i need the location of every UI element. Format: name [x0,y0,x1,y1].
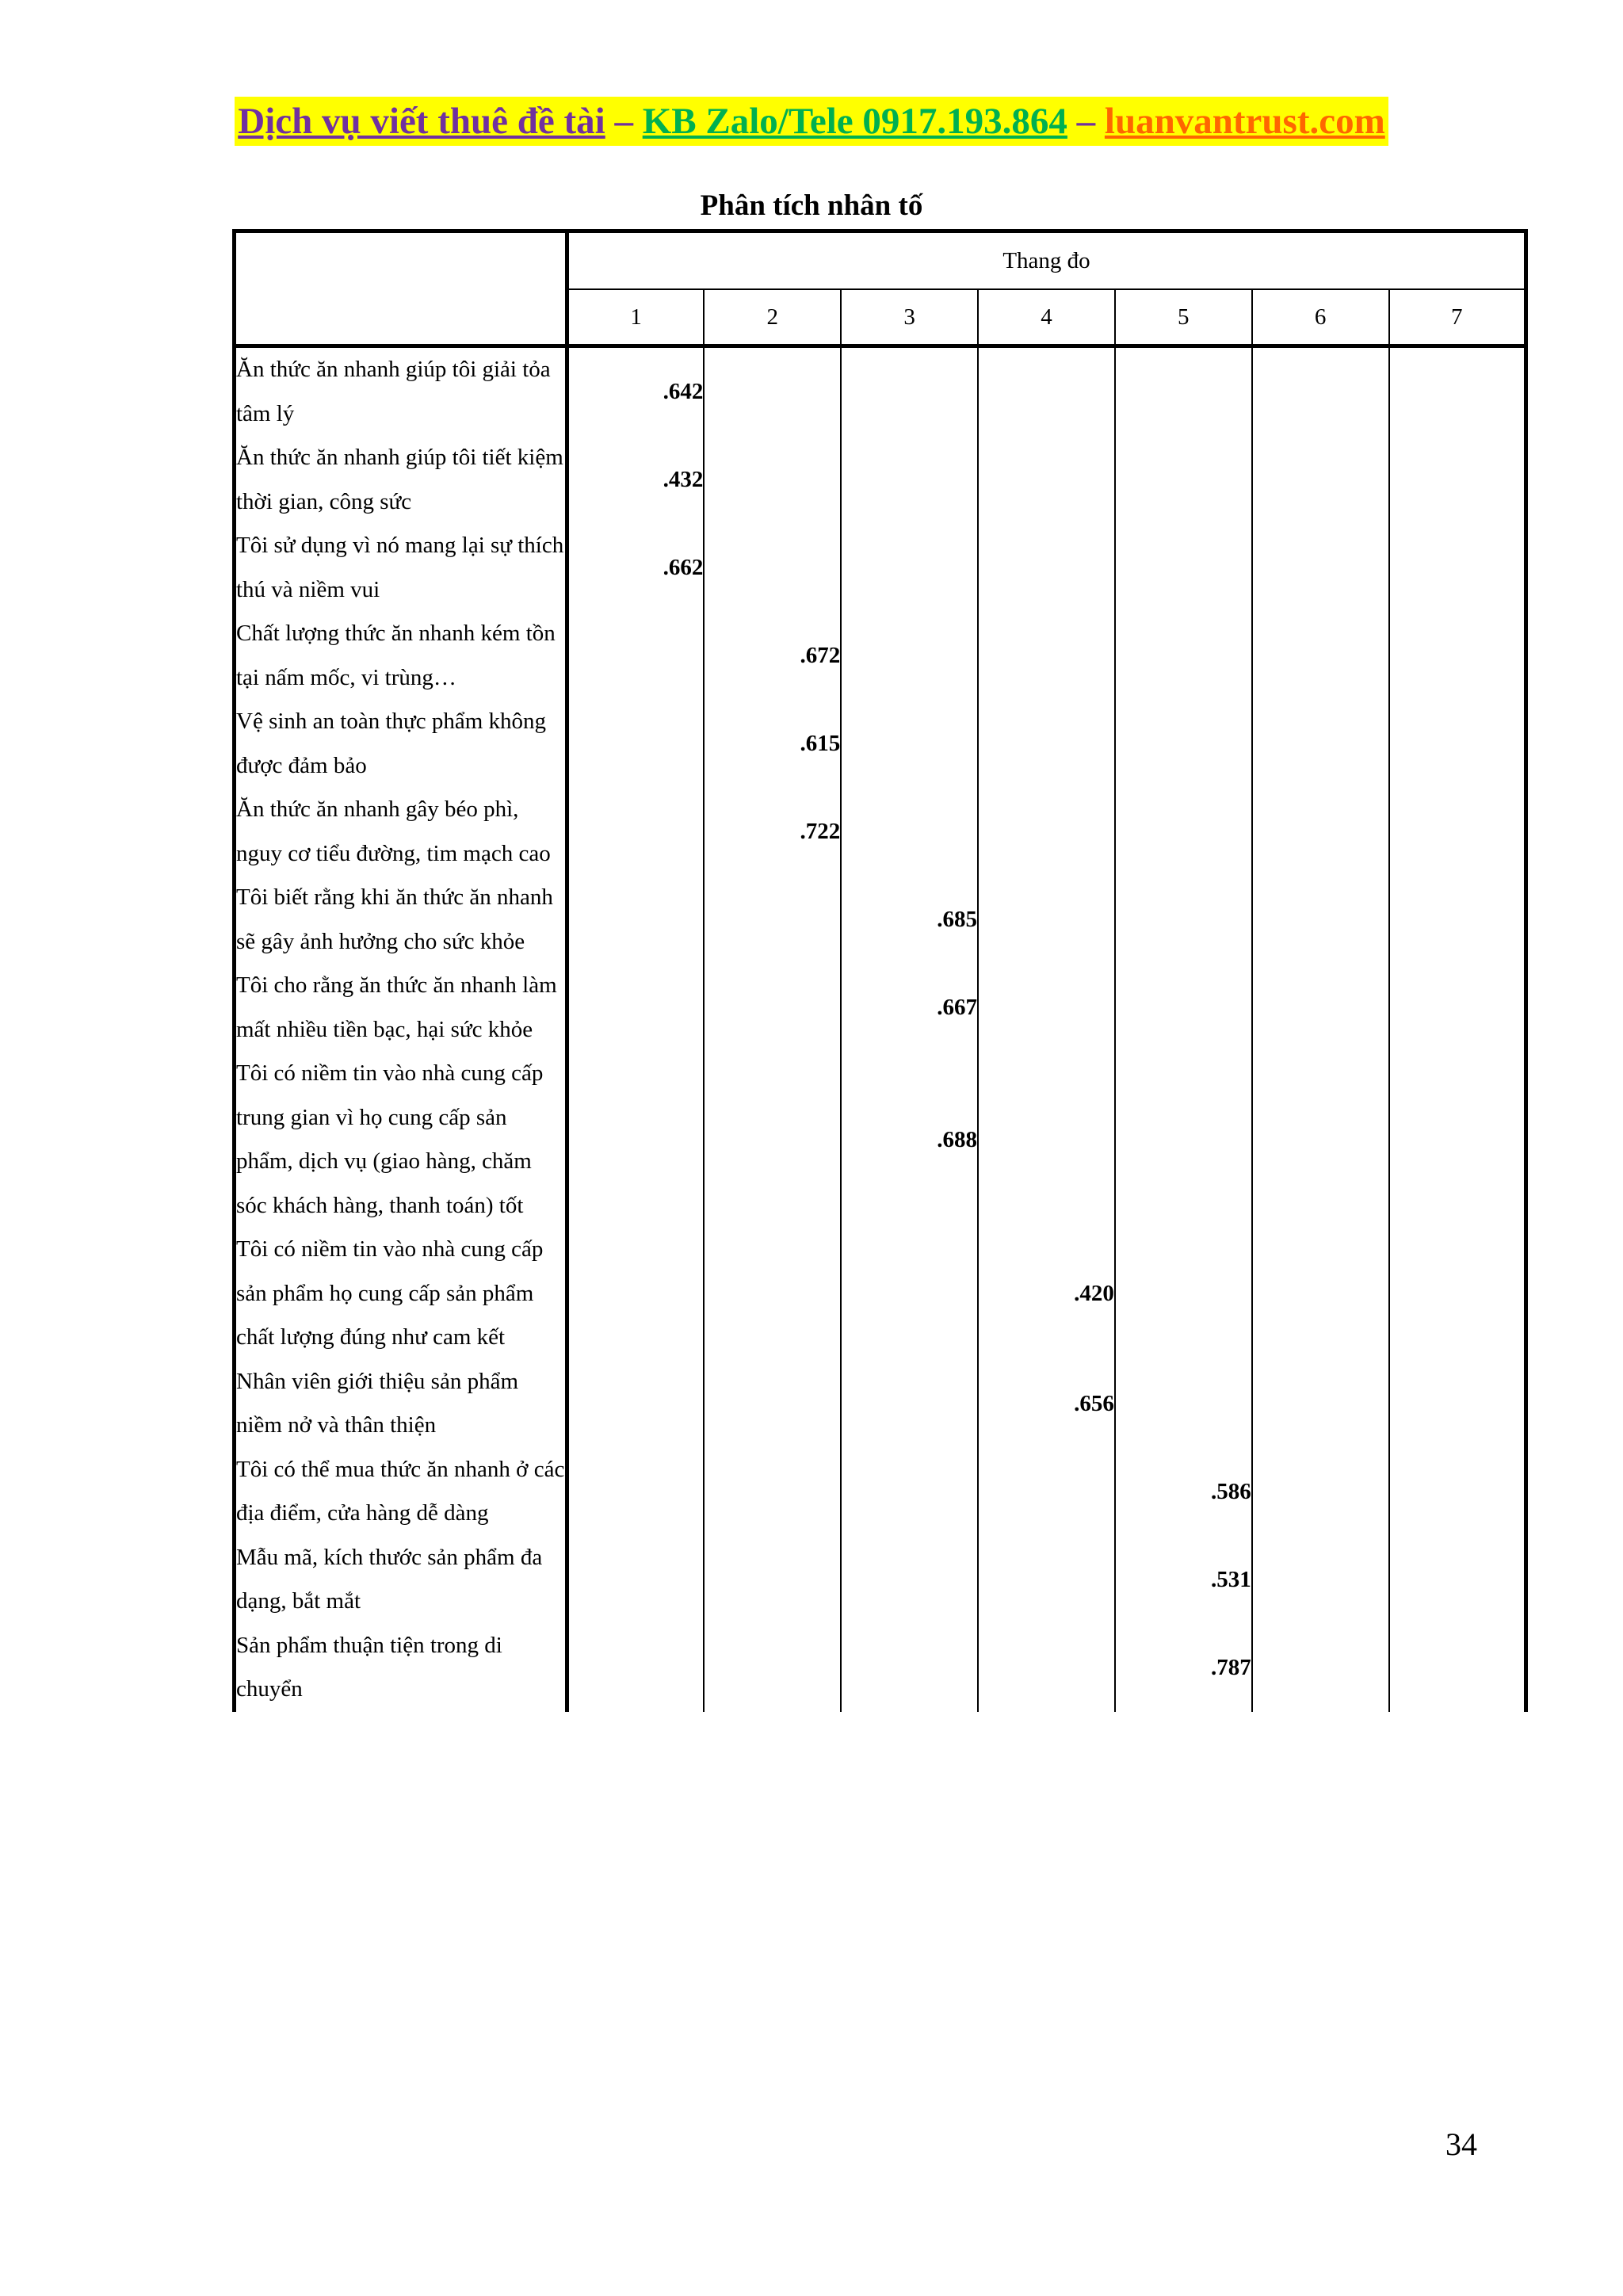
table-body [235,346,1526,1712]
empty-cell [704,1624,841,1712]
empty-cell [1389,1448,1526,1536]
empty-cell [841,1536,978,1624]
header-banner [0,97,1623,146]
empty-cell [841,788,978,876]
empty-cell [1252,964,1389,1052]
empty-cell [1115,1360,1252,1448]
table-row [235,1624,1526,1712]
loading-value: .432 [567,436,705,524]
empty-cell [1389,346,1526,437]
empty-cell [1115,1228,1252,1360]
group-header-row [235,231,1526,290]
empty-cell [1115,612,1252,700]
empty-cell [841,436,978,524]
empty-cell [1252,1536,1389,1624]
table-row [235,788,1526,876]
empty-cell [704,1360,841,1448]
empty-cell [567,964,705,1052]
empty-cell [567,1360,705,1448]
item-label: Ăn thức ăn nhanh giúp tôi giải tỏa tâm lý [235,346,567,437]
empty-cell [567,1448,705,1536]
column-number-4: 4 [978,289,1115,346]
empty-cell [1115,700,1252,788]
empty-cell [1115,346,1252,437]
empty-cell [1252,524,1389,612]
column-number-2: 2 [704,289,841,346]
empty-cell [978,436,1115,524]
empty-cell [978,788,1115,876]
empty-cell [567,1624,705,1712]
empty-cell [841,1228,978,1360]
item-label: Sản phẩm thuận tiện trong di chuyển [235,1624,567,1712]
empty-cell [1389,964,1526,1052]
table-row [235,700,1526,788]
item-label: Tôi sử dụng vì nó mang lại sự thích thú và niềm vui [235,524,567,612]
table-row [235,1448,1526,1536]
empty-cell [1389,1228,1526,1360]
loading-value: .685 [841,876,978,964]
empty-cell [1252,1448,1389,1536]
empty-cell [704,436,841,524]
table-row [235,436,1526,524]
item-label: Tôi cho rằng ăn thức ăn nhanh làm mất nhiều tiền bạc, hại sức khỏe [235,964,567,1052]
table-row [235,1536,1526,1624]
page-number: 34 [1445,2126,1477,2162]
banner-contact-link[interactable]: KB Zalo/Tele 0917.193.864 [642,101,1067,142]
table-row [235,1360,1526,1448]
table-row [235,1228,1526,1360]
empty-cell [1252,436,1389,524]
empty-cell [1252,612,1389,700]
empty-cell [704,1448,841,1536]
loading-value: .586 [1115,1448,1252,1536]
empty-cell [704,1052,841,1228]
empty-cell [1252,1052,1389,1228]
column-number-3: 3 [841,289,978,346]
table-row [235,964,1526,1052]
empty-cell [1389,788,1526,876]
loading-value: .642 [567,346,705,437]
empty-cell [1389,876,1526,964]
column-number-5: 5 [1115,289,1252,346]
empty-cell [1252,788,1389,876]
empty-cell [841,700,978,788]
empty-cell [1389,524,1526,612]
empty-cell [1252,700,1389,788]
empty-cell [1389,436,1526,524]
empty-cell [704,346,841,437]
loading-value: .672 [704,612,841,700]
loading-value: .667 [841,964,978,1052]
empty-cell [1115,1052,1252,1228]
loading-value: .787 [1115,1624,1252,1712]
empty-cell [978,1536,1115,1624]
table-title: Phân tích nhân tố [700,189,923,222]
empty-cell [567,612,705,700]
empty-cell [704,964,841,1052]
banner-text [235,97,1388,146]
empty-cell [567,700,705,788]
item-label: Ăn thức ăn nhanh giúp tôi tiết kiệm thời gian, công sức [235,436,567,524]
empty-cell [704,1536,841,1624]
item-label: Tôi có niềm tin vào nhà cung cấp sản phẩm họ cung cấp sản phẩm chất lượng đúng như cam kết [235,1228,567,1360]
empty-cell [1252,1228,1389,1360]
item-label: Ăn thức ăn nhanh gây béo phì, nguy cơ tiểu đường, tim mạch cao [235,788,567,876]
empty-cell [567,1536,705,1624]
column-number-7: 7 [1389,289,1526,346]
empty-cell [978,700,1115,788]
empty-cell [567,1052,705,1228]
loading-value: .722 [704,788,841,876]
corner-cell [235,231,567,346]
empty-cell [1115,964,1252,1052]
empty-cell [1389,1536,1526,1624]
loading-value: .531 [1115,1536,1252,1624]
item-label: Tôi có thể mua thức ăn nhanh ở các địa điểm, cửa hàng dễ dàng [235,1448,567,1536]
group-header: Thang đo [567,231,1526,290]
column-number-1: 1 [567,289,705,346]
item-label: Tôi có niềm tin vào nhà cung cấp trung gian vì họ cung cấp sản phẩm, dịch vụ (giao hàng, chăm sóc khách hàng, thanh toán) tốt [235,1052,567,1228]
empty-cell [1115,524,1252,612]
empty-cell [567,876,705,964]
empty-cell [704,876,841,964]
item-label: Nhân viên giới thiệu sản phẩm niềm nở và thân thiện [235,1360,567,1448]
empty-cell [567,1228,705,1360]
banner-separator: – [605,101,643,142]
empty-cell [841,1624,978,1712]
empty-cell [841,1360,978,1448]
banner-separator: – [1067,101,1105,142]
empty-cell [978,1624,1115,1712]
empty-cell [1389,1360,1526,1448]
empty-cell [1389,1052,1526,1228]
empty-cell [978,612,1115,700]
empty-cell [841,612,978,700]
empty-cell [841,346,978,437]
empty-cell [978,1448,1115,1536]
empty-cell [1252,346,1389,437]
empty-cell [978,346,1115,437]
loading-value: .662 [567,524,705,612]
empty-cell [567,788,705,876]
empty-cell [1115,876,1252,964]
empty-cell [1252,1360,1389,1448]
empty-cell [1389,1624,1526,1712]
banner-service-link[interactable]: Dịch vụ viết thuê đề tài [238,101,605,142]
item-label: Tôi biết rằng khi ăn thức ăn nhanh sẽ gây ảnh hưởng cho sức khỏe [235,876,567,964]
empty-cell [978,1052,1115,1228]
table-row [235,612,1526,700]
empty-cell [1389,612,1526,700]
empty-cell [978,876,1115,964]
loading-value: .420 [978,1228,1115,1360]
empty-cell [978,964,1115,1052]
empty-cell [841,1448,978,1536]
loading-value: .688 [841,1052,978,1228]
table-row [235,876,1526,964]
empty-cell [1115,436,1252,524]
loading-value: .656 [978,1360,1115,1448]
loading-value: .615 [704,700,841,788]
empty-cell [1252,876,1389,964]
empty-cell [1115,788,1252,876]
empty-cell [841,524,978,612]
item-label: Chất lượng thức ăn nhanh kém tồn tại nấm mốc, vi trùng… [235,612,567,700]
empty-cell [1389,700,1526,788]
table-row [235,346,1526,437]
factor-loading-table [232,229,1528,1712]
empty-cell [704,1228,841,1360]
table-row [235,1052,1526,1228]
empty-cell [704,524,841,612]
item-label: Mẫu mã, kích thước sản phẩm đa dạng, bắt mắt [235,1536,567,1624]
column-number-6: 6 [1252,289,1389,346]
item-label: Vệ sinh an toàn thực phẩm không được đảm bảo [235,700,567,788]
empty-cell [978,524,1115,612]
table-row [235,524,1526,612]
banner-website-link[interactable]: luanvantrust.com [1104,101,1385,142]
empty-cell [1252,1624,1389,1712]
